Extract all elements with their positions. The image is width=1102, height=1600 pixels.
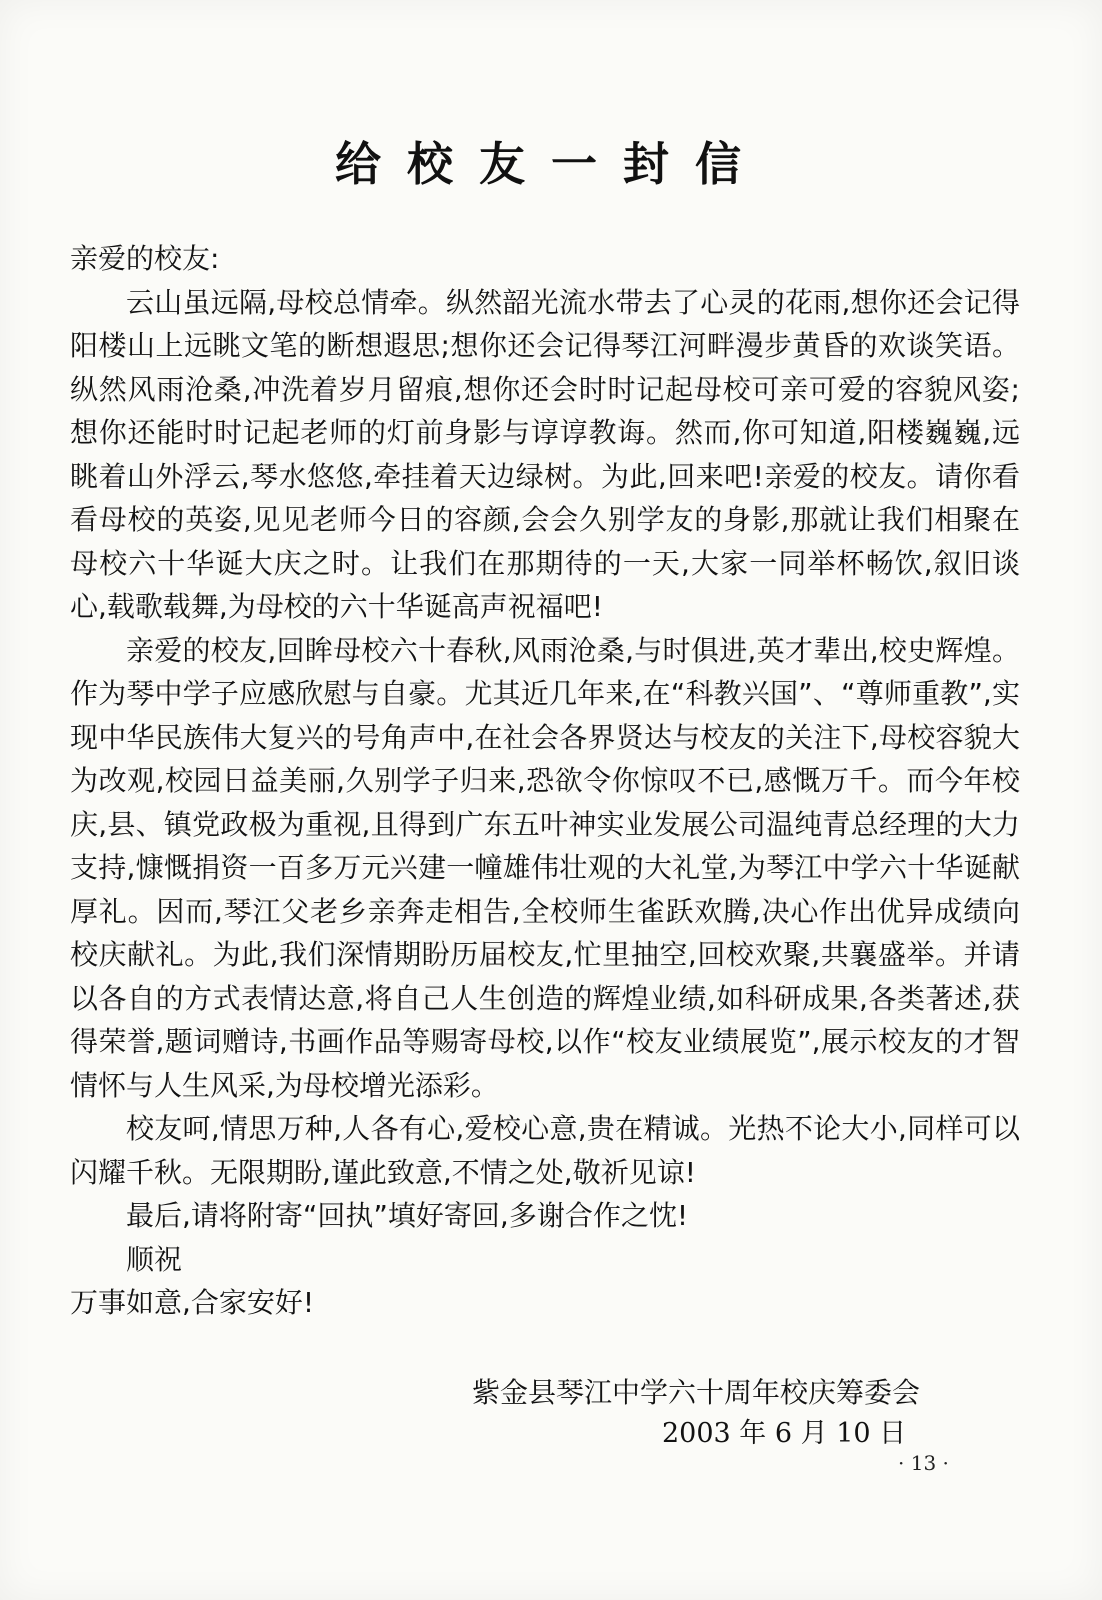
signature: 紫金县琴江中学六十周年校庆筹委会 [472, 1376, 921, 1409]
salutation: 亲爱的校友: [70, 242, 220, 275]
letter-body [70, 237, 1020, 1325]
letter-title: 给校友一封信 [335, 137, 767, 191]
paragraph-2: 亲爱的校友,回眸母校六十春秋,风雨沧桑,与时俱进,英才辈出,校史辉煌。作为琴中学子应感欣慰与自豪。尤其近几年来,在“科教兴国”、“尊师重教”,实现中华民族伟大复兴的号角声中,在社会各界贤达与校友的关注下,母校容貌大为改观,校园日益美丽,久别学子归来,恐欲令你惊叹不已,感慨万千。而今年校庆,县、镇党政极为重视,且得到广东五叶神实业发展公司温纯青总经理的大力支持,慷慨捐资一百多万元兴建一幢雄伟壮观的大礼堂,为琴江中学六十华诞献厚礼。因而,琴江父老乡亲奔走相告,全校师生雀跃欢腾,决心作出优异成绩向校庆献礼。为此,我们深情期盼历届校友,忙里抽空,回校欢聚,共襄盛举。并请以各自的方式表情达意,将自己人生创造的辉煌业绩,如科研成果,各类著述,获得荣誉,题词赠诗,书画作品等赐寄母校,以作“校友业绩展览”,展示校友的才智情怀与人生风采,为母校增光添彩。 [70, 633, 1020, 1102]
paragraph-3: 校友呵,情思万种,人各有心,爱校心意,贵在精诚。光热不论大小,同样可以闪耀千秋。无限期盼,谨此致意,不情之处,敬祈见谅! [70, 1112, 1020, 1189]
closing-wish: 万事如意,合家安好! [70, 1286, 315, 1319]
paragraph-1: 云山虽远隔,母校总情牵。纵然韶光流水带去了心灵的花雨,想你还会记得阳楼山上远眺文笔的断想遐思;想你还会记得琴江河畔漫步黄昏的欢谈笑语。纵然风雨沧桑,冲洗着岁月留痕,想你还会时时记起母校可亲可爱的容貌风姿;想你还能时时记起老师的灯前身影与谆谆教诲。然而,你可知道,阳楼巍巍,远眺着山外浮云,琴水悠悠,牵挂着天边绿树。为此,回来吧!亲爱的校友。请你看看母校的英姿,见见老师今日的容颜,会会久别学友的身影,那就让我们相聚在母校六十华诞大庆之时。让我们在那期待的一天,大家一同举杯畅饮,叙旧谈心,载歌载舞,为母校的六十华诞高声祝福吧! [70, 285, 1020, 623]
closing-greeting: 顺祝 [126, 1242, 183, 1276]
paragraph-4: 最后,请将附寄“回执”填好寄回,多谢合作之忱! [126, 1199, 689, 1232]
page-number: · 13 · [898, 1451, 949, 1475]
letter-date: 2003 年 6 月 10 日 [662, 1418, 907, 1449]
